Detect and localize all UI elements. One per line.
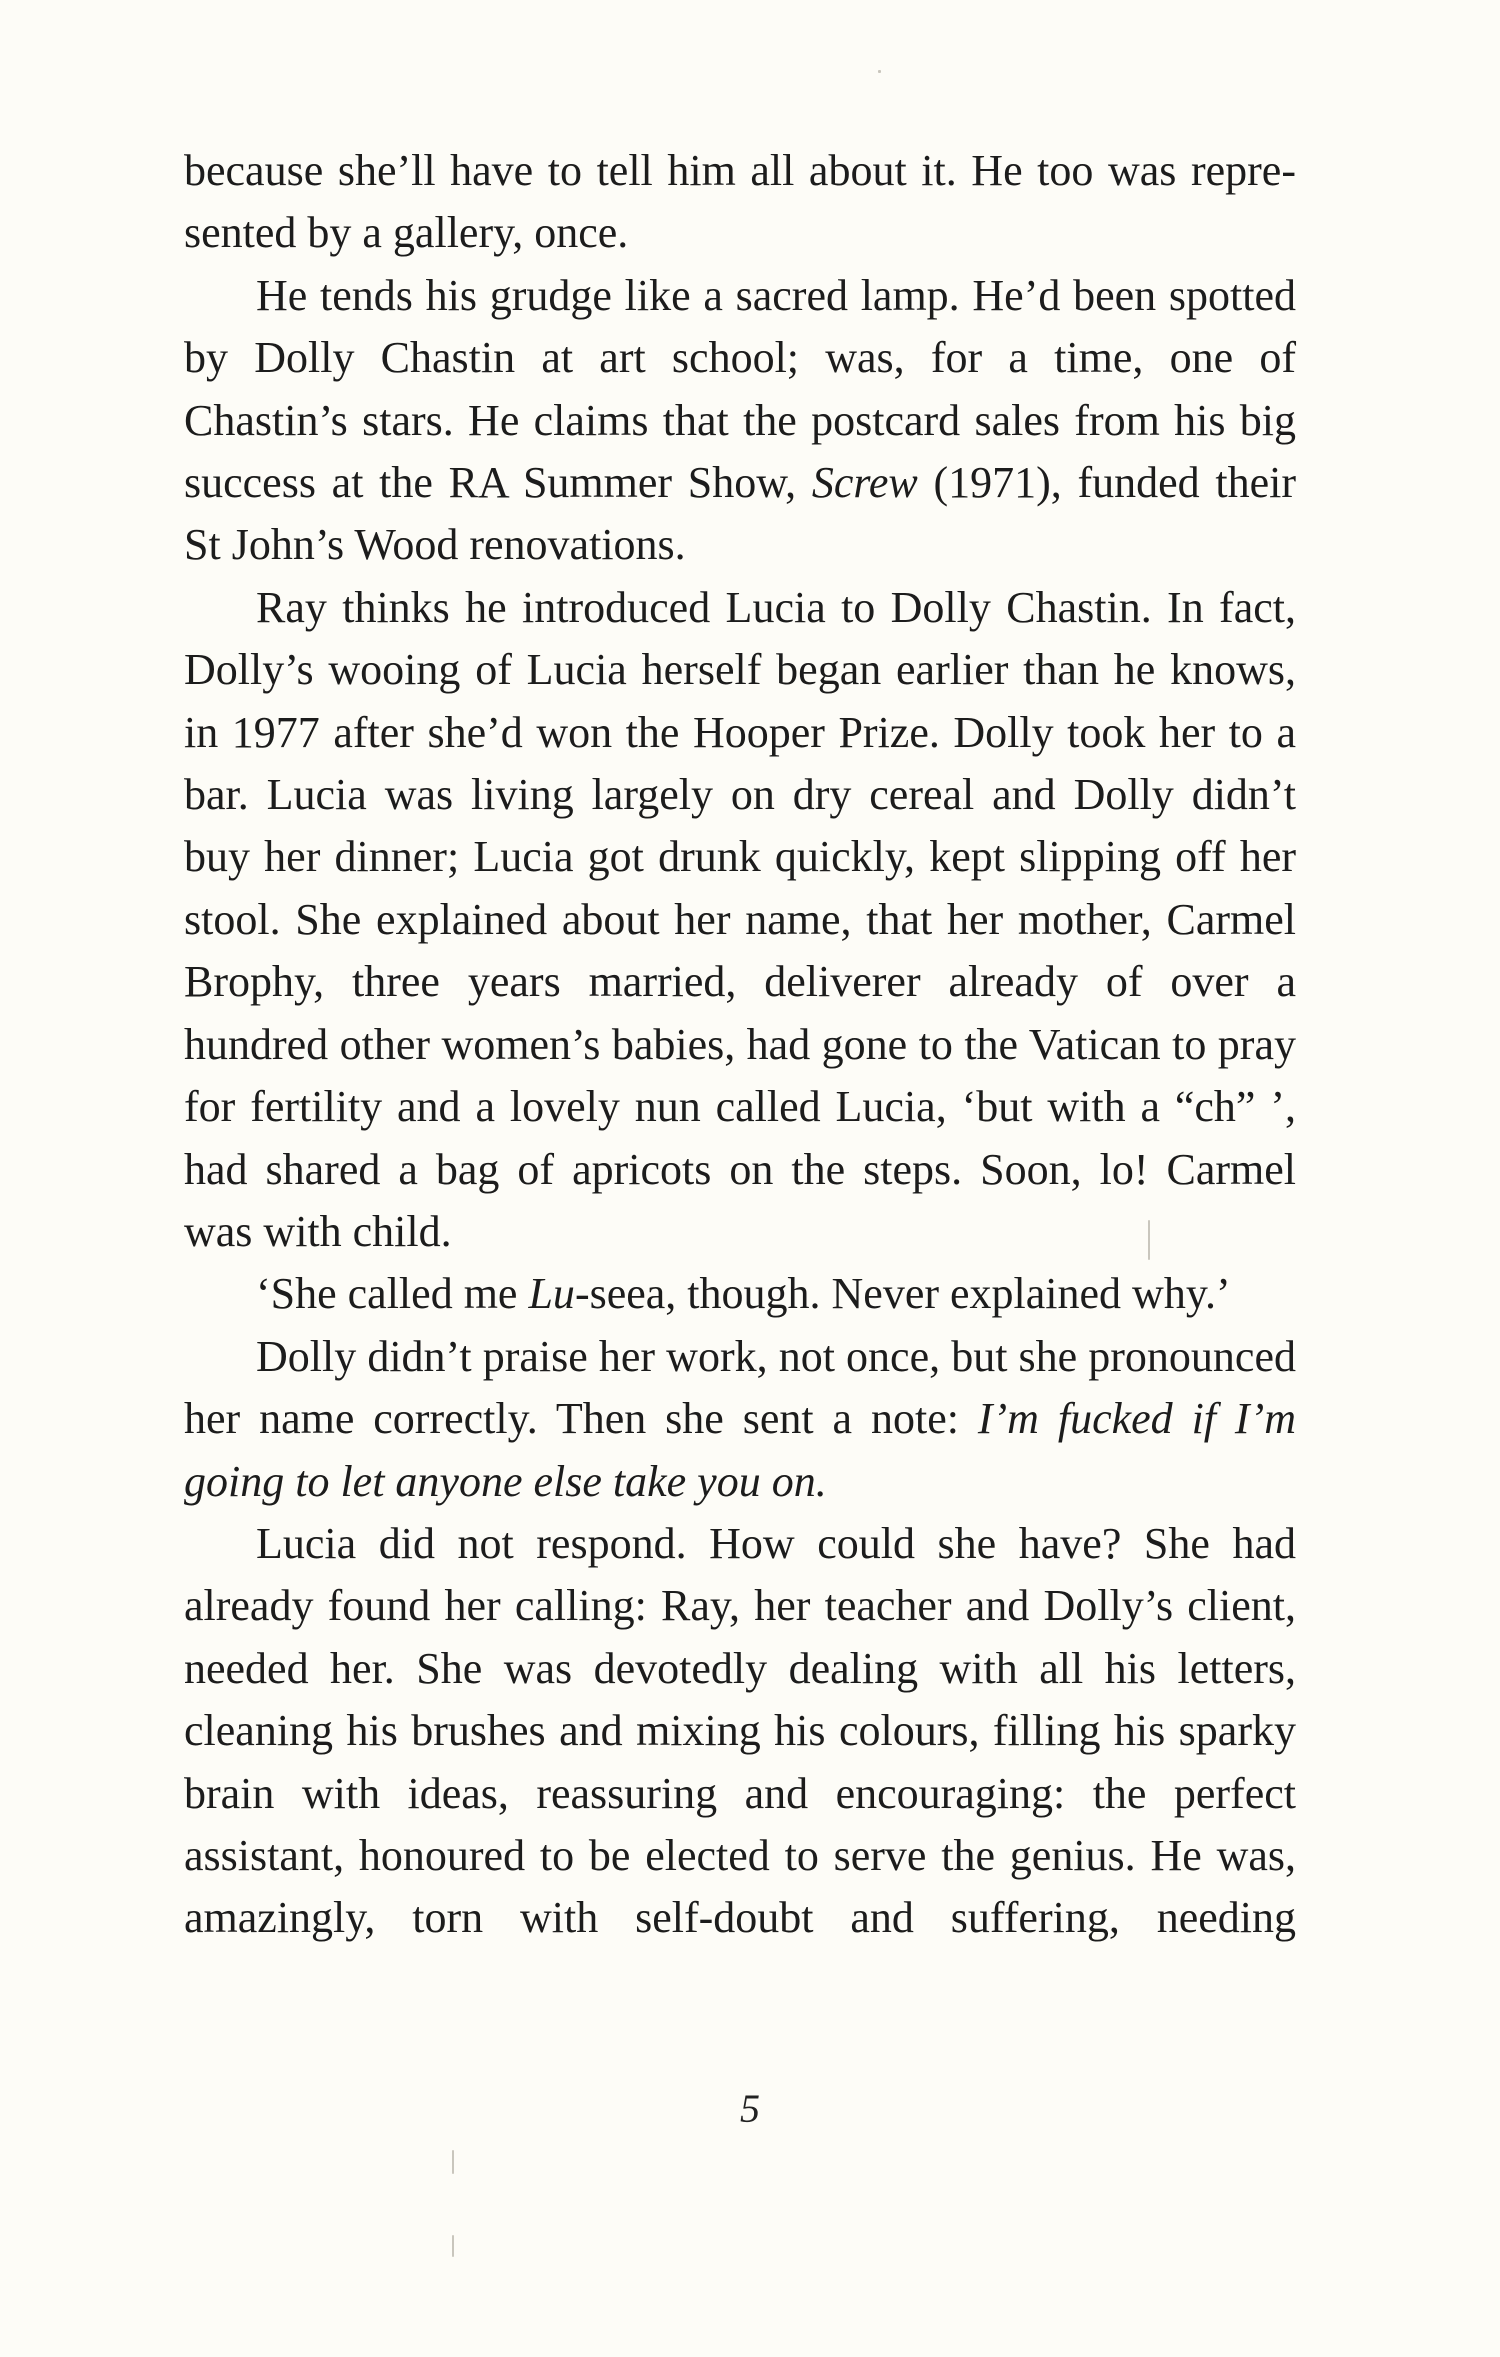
paragraph-4-text-a: ‘She called me: [256, 1269, 529, 1319]
paragraph-5: [184, 1326, 1296, 1513]
paragraph-5-text: Dolly didn’t praise her work, not once, but she pronounced her name correctly. Then she sent a note:: [184, 1331, 1296, 1444]
paragraph-1: [184, 140, 1296, 265]
paragraph-6: [184, 1513, 1296, 1950]
paragraph-3: [184, 577, 1296, 1263]
scan-speck: [1148, 1220, 1150, 1260]
paragraph-4: [184, 1263, 1296, 1325]
dolly-note-quote: I’m fucked if I’m going to let anyone else take you on.: [184, 1394, 1296, 1506]
paragraph-2: [184, 265, 1296, 577]
artwork-title-screw: Screw: [811, 458, 918, 508]
paragraph-1-text: because she’ll have to tell him all about it. He too was represented by a gallery, once.: [184, 146, 1296, 258]
paragraph-2-text-a: He tends his grudge like a sacred lamp. He’d been spotted by Dolly Chastin at art school; was, for a time, one of Chastin’s stars. He claims that the postcard sales from his big success at the RA Summer Show,: [184, 270, 1296, 508]
scan-speck: [452, 2235, 454, 2257]
paragraph-2-text-b: (1971), funded their St John’s Wood renovations.: [184, 458, 1296, 570]
paragraph-6-text: Lucia did not respond. How could she have? She had already found her calling: Ray, her teacher and Dolly’s client, needed her. She was devotedly dealing with all his letters, cleaning his brushes and mixing his colours, filling his sparky brain with ideas, reassuring and encouraging: the perfect assistant, honoured to be elected to serve the genius. He was, amazingly, torn with self-doubt and suffering, needing: [184, 1518, 1296, 1943]
page-number: 5: [740, 2086, 760, 2131]
scan-speck: [452, 2150, 454, 2174]
page-text-block: [184, 140, 1296, 1950]
paragraph-3-text: Ray thinks he introduced Lucia to Dolly Chastin. In fact, Dolly’s wooing of Lucia herself began earlier than he knows, in 1977 after she’d won the Hooper Prize. Dolly took her to a bar. Lucia was living largely on dry cereal and Dolly didn’t buy her dinner; Lucia got drunk quickly, kept slipping off her stool. She explained about her name, that her mother, Carmel Brophy, three years married, deliverer already of over a hundred other women’s babies, had gone to the Vatican to pray for fertility and a lovely nun called Lucia, ‘but with a “ch” ’, had shared a bag of apricots on the steps. Soon, lo! Carmel was with child.: [184, 582, 1296, 1256]
paragraph-4-italic-lu: Lu: [528, 1269, 575, 1319]
paragraph-4-text-b: -seea, though. Never explained why.’: [574, 1269, 1231, 1319]
scan-speck: [878, 70, 881, 73]
